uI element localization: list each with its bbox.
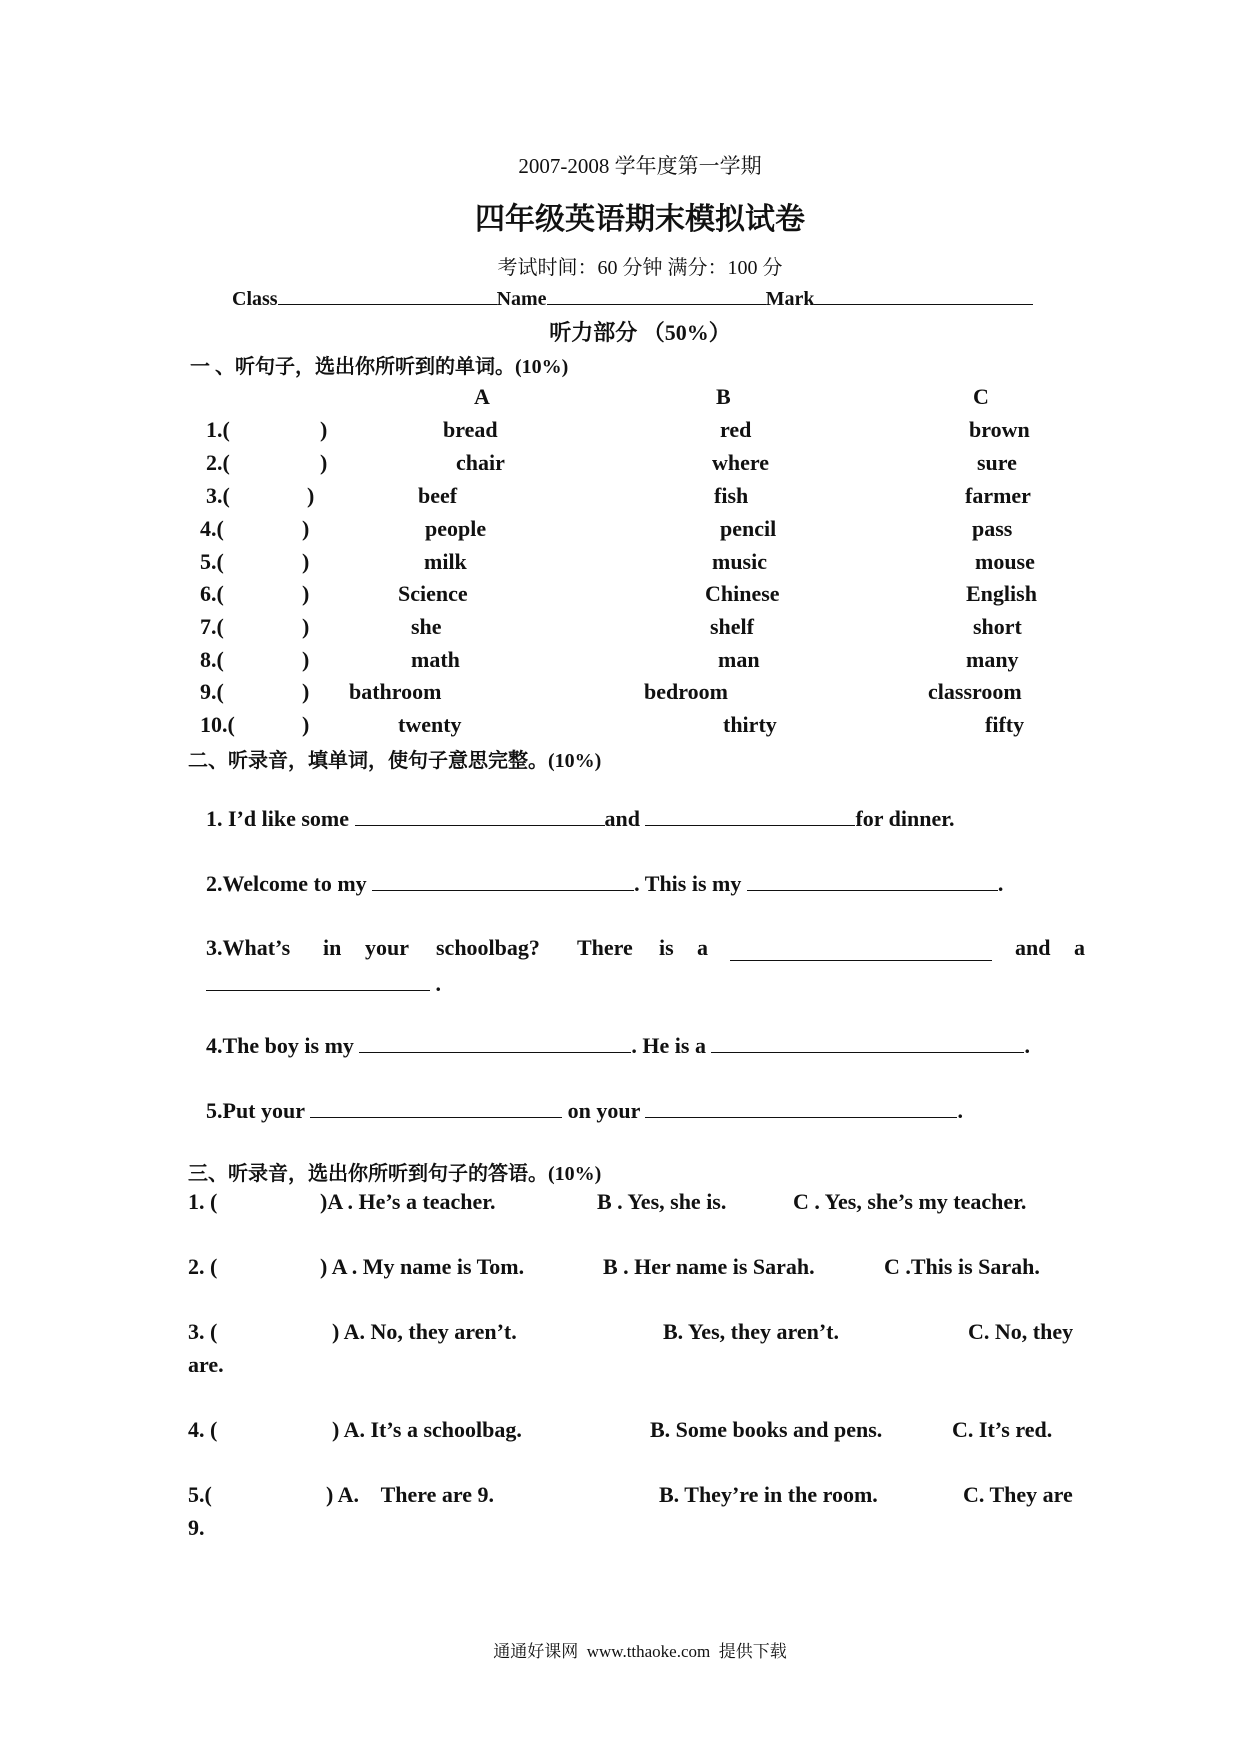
- item-number: 4.(: [200, 516, 224, 541]
- name-blank: [547, 286, 766, 305]
- option-a: ) A. It’s a schoolbag.: [332, 1417, 522, 1442]
- column-a-header: A: [474, 384, 490, 409]
- question-text: for dinner.: [855, 806, 955, 831]
- item-number: 6.(: [200, 581, 224, 606]
- item-close-paren: ): [302, 581, 310, 606]
- question-text: on your: [562, 1098, 646, 1123]
- class-blank: [278, 286, 497, 305]
- question-text: and: [1015, 935, 1051, 960]
- item-number: 7.(: [200, 614, 224, 639]
- item-number: 1. (: [188, 1189, 218, 1214]
- option-c: brown: [969, 417, 1030, 442]
- option-c: short: [973, 614, 1022, 639]
- question-text: There: [577, 935, 633, 960]
- class-label: Class: [232, 288, 278, 310]
- option-b: fish: [714, 483, 749, 508]
- option-c: mouse: [975, 549, 1035, 574]
- answer-blank[interactable]: [747, 870, 998, 891]
- item-close-paren: ): [302, 712, 310, 737]
- option-a: ) A. No, they aren’t.: [332, 1319, 517, 1344]
- option-c: many: [966, 647, 1019, 672]
- item-number: 1.(: [206, 417, 230, 442]
- section1-title: 一 、听句子，选出你所听到的单词。(10%): [190, 356, 569, 378]
- question-text: and: [604, 806, 646, 831]
- answer-blank[interactable]: [372, 870, 634, 891]
- item-number: 10.(: [200, 712, 235, 737]
- option-a: chair: [456, 450, 505, 475]
- item-number: 3.(: [206, 483, 230, 508]
- item-close-paren: ): [302, 679, 310, 704]
- option-a: bread: [443, 417, 498, 442]
- option-c: pass: [972, 516, 1013, 541]
- listening-section-heading: 听力部分 （50%）: [549, 320, 731, 345]
- item-close-paren: ): [307, 483, 315, 508]
- answer-blank[interactable]: [206, 970, 430, 991]
- question-text: 4.The boy is my: [206, 1033, 360, 1058]
- exam-info: 考试时间：60 分钟 满分：100 分: [497, 257, 783, 279]
- option-a: ) A. There are 9.: [326, 1482, 495, 1507]
- answer-blank[interactable]: [645, 805, 855, 826]
- option-c: C. No, they: [968, 1319, 1074, 1344]
- item-close-paren: ): [320, 417, 328, 442]
- question-text: your: [365, 935, 409, 960]
- option-b: B . Yes, she is.: [597, 1189, 727, 1214]
- option-c: C. It’s red.: [952, 1417, 1053, 1442]
- item-close-paren: ): [320, 450, 328, 475]
- option-b: Chinese: [705, 581, 780, 606]
- question-text: .: [435, 971, 441, 996]
- question-text: 2.Welcome to my: [206, 871, 373, 896]
- option-a: math: [411, 647, 460, 672]
- term-heading: 2007-2008 学年度第一学期: [518, 154, 762, 178]
- option-c-continuation: are.: [188, 1352, 224, 1377]
- name-label: Name: [496, 288, 547, 310]
- question-text: 1. I’d like some: [206, 806, 355, 831]
- item-close-paren: ): [302, 647, 310, 672]
- item-number: 4. (: [188, 1417, 218, 1442]
- option-b: music: [712, 549, 767, 574]
- option-a: Science: [398, 581, 468, 606]
- mark-blank: [814, 286, 1033, 305]
- item-number: 5.(: [188, 1482, 212, 1507]
- option-b: pencil: [720, 516, 777, 541]
- question-text: is: [659, 935, 674, 960]
- option-b: B. They’re in the room.: [659, 1482, 878, 1507]
- column-c-header: C: [973, 384, 989, 409]
- option-c: farmer: [965, 483, 1031, 508]
- answer-blank[interactable]: [711, 1032, 1024, 1053]
- question-text: in: [323, 935, 342, 960]
- option-b: bedroom: [644, 679, 728, 704]
- option-c: English: [966, 581, 1037, 606]
- option-b: B. Some books and pens.: [650, 1417, 883, 1442]
- item-number: 3. (: [188, 1319, 218, 1344]
- question-text: . This is my: [634, 871, 747, 896]
- item-close-paren: ): [302, 516, 310, 541]
- option-a: people: [425, 516, 487, 541]
- item-close-paren: ): [302, 549, 310, 574]
- option-a: twenty: [398, 712, 462, 737]
- option-c: classroom: [928, 679, 1022, 704]
- answer-blank[interactable]: [730, 940, 992, 961]
- item-number: 2. (: [188, 1254, 218, 1279]
- column-b-header: B: [716, 384, 731, 409]
- fill-question-4: [206, 1032, 1030, 1059]
- option-a: beef: [418, 483, 458, 508]
- option-a: bathroom: [349, 679, 442, 704]
- item-number: 9.(: [200, 679, 224, 704]
- fill-question-1: [206, 805, 955, 832]
- option-b: B. Yes, they aren’t.: [663, 1319, 839, 1344]
- question-text: 3.What’s: [206, 935, 291, 960]
- student-info-line: [232, 286, 1033, 311]
- paper-title: 四年级英语期末模拟试卷: [475, 203, 805, 236]
- question-text: .: [957, 1098, 963, 1123]
- option-b: where: [712, 450, 770, 475]
- option-a: ) A . My name is Tom.: [320, 1254, 525, 1279]
- question-text: 5.Put your: [206, 1098, 311, 1123]
- question-text: . He is a: [631, 1033, 712, 1058]
- option-b: red: [720, 417, 752, 442]
- answer-blank[interactable]: [355, 805, 605, 826]
- question-text: .: [997, 871, 1004, 896]
- item-number: 5.(: [200, 549, 224, 574]
- option-c: C .This is Sarah.: [884, 1254, 1040, 1279]
- mark-label: Mark: [765, 288, 815, 310]
- answer-blank[interactable]: [310, 1097, 562, 1118]
- option-b: shelf: [710, 614, 754, 639]
- question-3-continuation: [206, 970, 441, 997]
- option-c: C . Yes, she’s my teacher.: [793, 1189, 1027, 1214]
- option-a: she: [411, 614, 442, 639]
- option-c: sure: [977, 450, 1017, 475]
- section3-title: 三、听录音，选出你所听到句子的答语。(10%): [188, 1163, 602, 1185]
- question-text: .: [1024, 1033, 1030, 1058]
- option-c-continuation: 9.: [188, 1515, 205, 1540]
- fill-question-5: [206, 1097, 963, 1124]
- question-text: schoolbag?: [436, 935, 540, 960]
- footer-source: 通通好课网 www.tthaoke.com 提供下载: [493, 1642, 787, 1661]
- option-c: C. They are: [963, 1482, 1073, 1507]
- answer-blank[interactable]: [645, 1097, 957, 1118]
- option-b: thirty: [723, 712, 777, 737]
- question-text: a: [1074, 935, 1085, 960]
- answer-blank[interactable]: [359, 1032, 631, 1053]
- item-number: 8.(: [200, 647, 224, 672]
- item-number: 2.(: [206, 450, 230, 475]
- option-b: man: [718, 647, 760, 672]
- fill-question-2: [206, 870, 1003, 897]
- option-a: milk: [424, 549, 467, 574]
- option-a: )A . He’s a teacher.: [320, 1189, 496, 1214]
- option-c: fifty: [985, 712, 1025, 737]
- section2-title: 二、听录音，填单词，使句子意思完整。(10%): [188, 750, 602, 772]
- option-b: B . Her name is Sarah.: [603, 1254, 815, 1279]
- item-close-paren: ): [302, 614, 310, 639]
- question-text: a: [697, 935, 708, 960]
